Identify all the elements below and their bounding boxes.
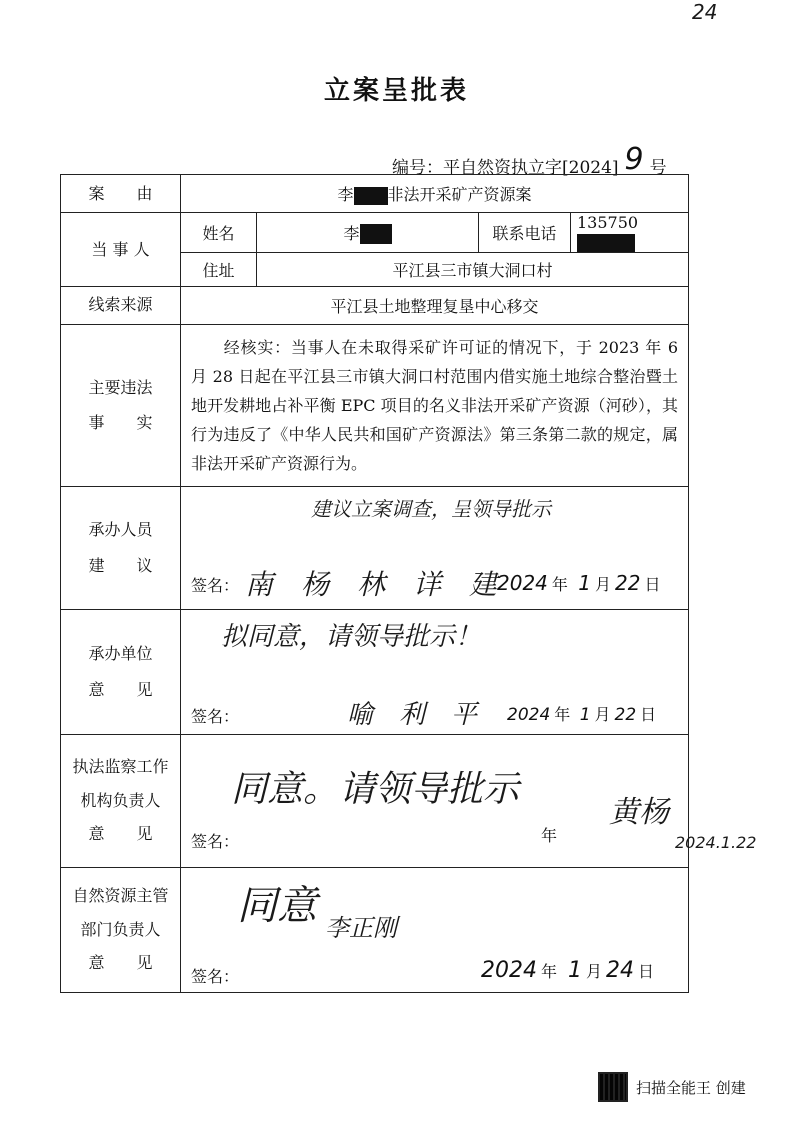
watermark-text: 扫描全能王 创建 xyxy=(636,1078,746,1097)
doc-number-prefix: 编号：平自然资执立字[2024] xyxy=(392,158,619,178)
redaction-block xyxy=(360,224,392,244)
date-month: 1 xyxy=(578,570,592,595)
authority-label-line3: 意 见 xyxy=(88,953,153,973)
date-month: 1 xyxy=(579,704,591,725)
authority-label-line2: 部门负责人 xyxy=(80,919,161,939)
redaction-block xyxy=(577,234,635,252)
facts-label-line1: 主要违法 xyxy=(88,377,153,397)
party-label: 当 事 人 xyxy=(61,213,181,287)
approval-form-table xyxy=(60,174,757,993)
handler-sign-label: 签名： xyxy=(191,575,240,595)
unit-handwritten-note: 拟同意，请领导批示！ xyxy=(221,621,482,652)
supervision-label-line1: 执法监察工作 xyxy=(72,757,169,777)
case-cause-text: 非法开采矿产资源案 xyxy=(387,185,532,204)
facts-text xyxy=(181,324,689,486)
authority-opinion-box xyxy=(181,867,689,992)
date-month: 1 xyxy=(568,957,583,983)
name-surname: 李 xyxy=(343,223,360,243)
handler-handwritten-note: 建议立案调查，呈领导批示 xyxy=(311,496,551,521)
authority-handwritten-note: 同意 xyxy=(237,882,317,929)
date-year: 2024 xyxy=(481,957,537,983)
name-label: 姓名 xyxy=(181,213,257,253)
scanner-watermark xyxy=(598,1072,746,1102)
supervision-handwritten-note: 同意。请领导批示 xyxy=(231,768,520,810)
unit-opinion-label xyxy=(61,609,181,734)
case-cause-surname: 李 xyxy=(337,185,354,204)
case-cause-value xyxy=(181,175,689,213)
unit-sign-label: 签名： xyxy=(191,706,240,726)
handler-suggestion-label xyxy=(61,486,181,609)
date-day-unit: 日 xyxy=(640,704,657,724)
authority-signatures: 李正刚 xyxy=(325,913,397,942)
date-day: 22 xyxy=(615,570,641,595)
authority-date xyxy=(481,958,658,983)
date-month-unit: 月 xyxy=(594,704,611,724)
supervision-sign-label: 签名： xyxy=(191,831,240,851)
supervision-year-char: 年 xyxy=(541,825,558,845)
date-month-unit: 月 xyxy=(595,574,612,594)
authority-label-line1: 自然资源主管 xyxy=(72,886,169,906)
date-year-unit: 年 xyxy=(541,961,558,981)
date-year: 2024 xyxy=(497,570,548,595)
name-value xyxy=(257,213,479,253)
date-day-unit: 日 xyxy=(644,574,661,594)
facts-label-line2: 事 实 xyxy=(88,413,153,432)
case-cause-label: 案 由 xyxy=(61,175,181,213)
unit-label-line2: 意 见 xyxy=(88,679,153,699)
doc-number-value: 9 xyxy=(624,142,644,177)
handler-label-line2: 建 议 xyxy=(88,555,153,575)
phone-label: 联系电话 xyxy=(479,213,571,253)
qr-code-icon xyxy=(598,1072,628,1102)
address-label: 住址 xyxy=(181,252,257,286)
source-label: 线索来源 xyxy=(61,286,181,324)
phone-value xyxy=(571,213,689,253)
address-value: 平江县三市镇大洞口村 xyxy=(257,252,689,286)
form-title: 立案呈批表 xyxy=(323,76,469,106)
handler-suggestion-box xyxy=(181,486,689,609)
redaction-block xyxy=(354,187,388,205)
date-day-unit: 日 xyxy=(638,961,655,981)
source-value: 平江县土地整理复垦中心移交 xyxy=(181,286,689,324)
handler-date xyxy=(497,571,665,595)
phone-digits: 135750 xyxy=(577,213,639,232)
supervision-label-line2: 机构负责人 xyxy=(80,790,161,810)
date-year-unit: 年 xyxy=(551,574,568,594)
authority-opinion-label xyxy=(61,867,181,992)
facts-body: 经核实：当事人在未取得采矿许可证的情况下，于 2023 年 6 月 28 日起在平江县三市镇大洞口村范围内借实施土地综合整治暨土地开发耕地占补平衡 EPC 项目的名义非法开采矿产资源（河砂），其行为违反了《中华人民共和国矿产资源法》第三条第二款的规定，属非法开采矿产资源行为。 xyxy=(191,337,679,473)
date-day: 22 xyxy=(614,704,637,725)
authority-sign-label: 签名： xyxy=(191,966,240,986)
date-year: 2024 xyxy=(507,704,551,725)
unit-label-line1: 承办单位 xyxy=(88,644,153,664)
date-day: 24 xyxy=(606,957,635,983)
supervision-opinion-box xyxy=(181,734,757,867)
date-month-unit: 月 xyxy=(586,961,603,981)
unit-date xyxy=(507,702,660,725)
unit-opinion-box xyxy=(181,609,689,734)
supervision-signatures: 黄杨 xyxy=(609,794,669,830)
doc-number-suffix: 号 xyxy=(649,158,667,178)
handler-label-line1: 承办人员 xyxy=(88,520,153,540)
supervision-opinion-label xyxy=(61,734,181,867)
facts-label xyxy=(61,324,181,486)
supervision-date: 2024.1.22 xyxy=(675,832,757,852)
page-number-mark: 24 xyxy=(692,0,718,24)
unit-signatures: 喻 利 平 xyxy=(347,699,478,730)
handler-signatures: 南 杨 林 详 建 xyxy=(245,567,498,601)
date-year-unit: 年 xyxy=(554,704,571,724)
supervision-label-line3: 意 见 xyxy=(88,824,153,844)
